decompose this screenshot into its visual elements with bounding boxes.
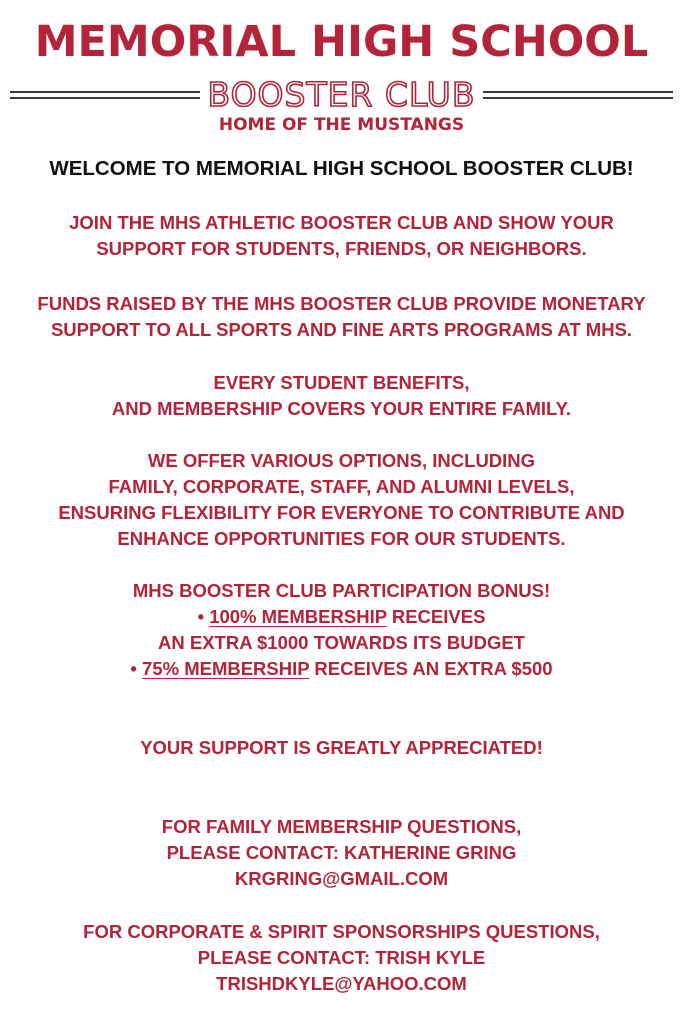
- corporate-contact-email: TRISHDKYLE@YAHOO.COM: [216, 973, 467, 994]
- appreciation-section: [0, 735, 683, 761]
- left-double-rule: [10, 91, 200, 99]
- family-contact-line-2: PLEASE CONTACT: KATHERINE GRING: [166, 842, 517, 863]
- options-line-1: WE OFFER VARIOUS OPTIONS, INCLUDING: [147, 450, 536, 471]
- join-paragraph: [0, 210, 683, 262]
- bonus-item-1-label: 100% MEMBERSHIP: [209, 606, 387, 627]
- bullet-icon: •: [197, 606, 205, 627]
- corporate-contact-section: [0, 919, 683, 997]
- bonus-item-2-text: RECEIVES AN EXTRA $500: [309, 658, 553, 679]
- bonus-item-2-label: 75% MEMBERSHIP: [142, 658, 310, 679]
- bullet-icon: •: [130, 658, 137, 679]
- appreciation-text: YOUR SUPPORT IS GREATLY APPRECIATED!: [140, 737, 543, 758]
- funds-paragraph: [0, 291, 683, 343]
- bonus-section: [0, 578, 683, 682]
- bonus-heading: MHS BOOSTER CLUB PARTICIPATION BONUS!: [132, 580, 551, 601]
- join-line-1: JOIN THE MHS ATHLETIC BOOSTER CLUB AND SHOW YOUR: [69, 212, 614, 233]
- family-contact-email: KRGRING@GMAIL.COM: [234, 868, 449, 889]
- corporate-contact-line-2: PLEASE CONTACT: TRISH KYLE: [197, 947, 486, 968]
- booster-club-title: BOOSTER CLUB: [207, 75, 476, 114]
- every-student-line-2: AND MEMBERSHIP COVERS YOUR ENTIRE FAMILY.: [111, 398, 572, 419]
- join-line-2: SUPPORT FOR STUDENTS, FRIENDS, OR NEIGHBORS.: [96, 238, 587, 259]
- funds-line-1: FUNDS RAISED BY THE MHS BOOSTER CLUB PROVIDE MONETARY: [37, 293, 646, 314]
- family-contact-line-1: FOR FAMILY MEMBERSHIP QUESTIONS,: [161, 816, 522, 837]
- every-student-line-1: EVERY STUDENT BENEFITS,: [213, 372, 470, 393]
- bonus-item-1-line-2: AN EXTRA $1000 TOWARDS ITS BUDGET: [158, 632, 525, 653]
- options-line-4: ENHANCE OPPORTUNITIES FOR OUR STUDENTS.: [117, 528, 566, 549]
- corporate-contact-line-1: FOR CORPORATE & SPIRIT SPONSORSHIPS QUESTIONS,: [83, 921, 600, 942]
- options-line-2: FAMILY, CORPORATE, STAFF, AND ALUMNI LEVELS,: [108, 476, 575, 497]
- options-paragraph: [0, 448, 683, 552]
- bonus-item-1: [0, 604, 683, 630]
- tagline: HOME OF THE MUSTANGS: [218, 115, 465, 135]
- school-name-title: MEMORIAL HIGH SCHOOL: [34, 17, 649, 67]
- bonus-item-2: [0, 656, 683, 682]
- booster-club-banner: [10, 76, 673, 114]
- every-student-paragraph: [0, 370, 683, 422]
- funds-line-2: SUPPORT TO ALL SPORTS AND FINE ARTS PROGRAMS AT MHS.: [50, 319, 633, 340]
- right-double-rule: [483, 91, 673, 99]
- welcome-heading: WELCOME TO MEMORIAL HIGH SCHOOL BOOSTER CLUB!: [49, 157, 634, 180]
- options-line-3: ENSURING FLEXIBILITY FOR EVERYONE TO CONTRIBUTE AND: [58, 502, 625, 523]
- bonus-item-1-text: RECEIVES: [386, 606, 486, 627]
- family-contact-section: [0, 814, 683, 892]
